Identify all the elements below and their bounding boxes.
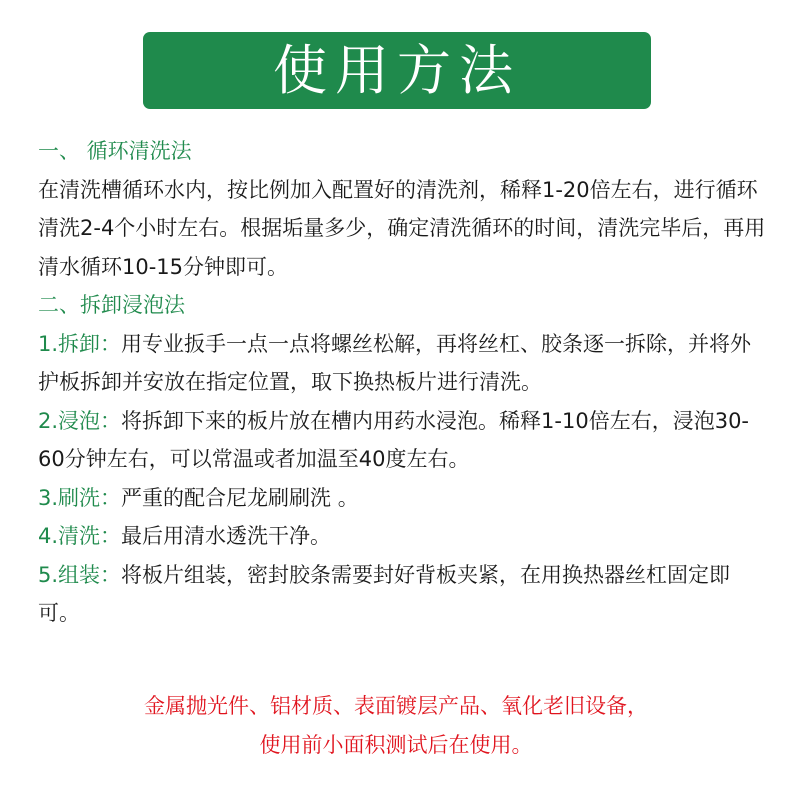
section1-text: 在清洗槽循环水内，按比例加入配置好的清洗剂，稀释1-20倍左右，进行循环清洗2-4个小时左右。根据垢量多少，确定清洗循环的时间，清洗完毕后，再用清水循环10-15分钟即可。: [38, 177, 766, 279]
step-text: 最后用清水透洗干净。: [121, 524, 332, 548]
step-rinse: [38, 517, 768, 556]
step-soak: [38, 402, 768, 479]
section2-heading: 二、拆卸浸泡法: [38, 293, 185, 317]
step-label: 3.刷洗：: [38, 485, 122, 510]
step-label: 1.拆卸：: [38, 331, 122, 356]
title-banner: [143, 32, 651, 109]
step-label: 5.组装：: [38, 562, 122, 587]
step-text: 将拆卸下来的板片放在槽内用药水浸泡。稀释1-10倍左右，浸泡30-60分钟左右，可以常温或者加温至40度左右。: [38, 408, 750, 471]
step-text: 用专业扳手一点一点将螺丝松解，再将丝杠、胶条逐一拆除，并将外护板拆卸并安放在指定位置，取下换热板片进行清洗。: [38, 331, 752, 394]
step-label: 2.浸泡：: [38, 408, 122, 433]
section1-heading: 一、 循环清洗法: [38, 139, 192, 163]
step-text: 将板片组装，密封胶条需要封好背板夹紧，在用换热器丝杠固定即可。: [38, 562, 731, 625]
warning-note: [0, 687, 792, 764]
step-brush: [38, 479, 768, 518]
step-disassemble: [38, 325, 768, 402]
warning-line-1: 金属抛光件、铝材质、表面镀层产品、氧化老旧设备，: [144, 694, 648, 718]
step-label: 4.清洗：: [38, 524, 122, 548]
warning-line-2: 使用前小面积测试后在使用。: [259, 732, 533, 757]
step-assemble: [38, 556, 768, 633]
page-title: 使用方法: [273, 38, 521, 102]
step-text: 严重的配合尼龙刷刷洗 。: [121, 485, 359, 510]
instructions-content: [38, 132, 768, 633]
